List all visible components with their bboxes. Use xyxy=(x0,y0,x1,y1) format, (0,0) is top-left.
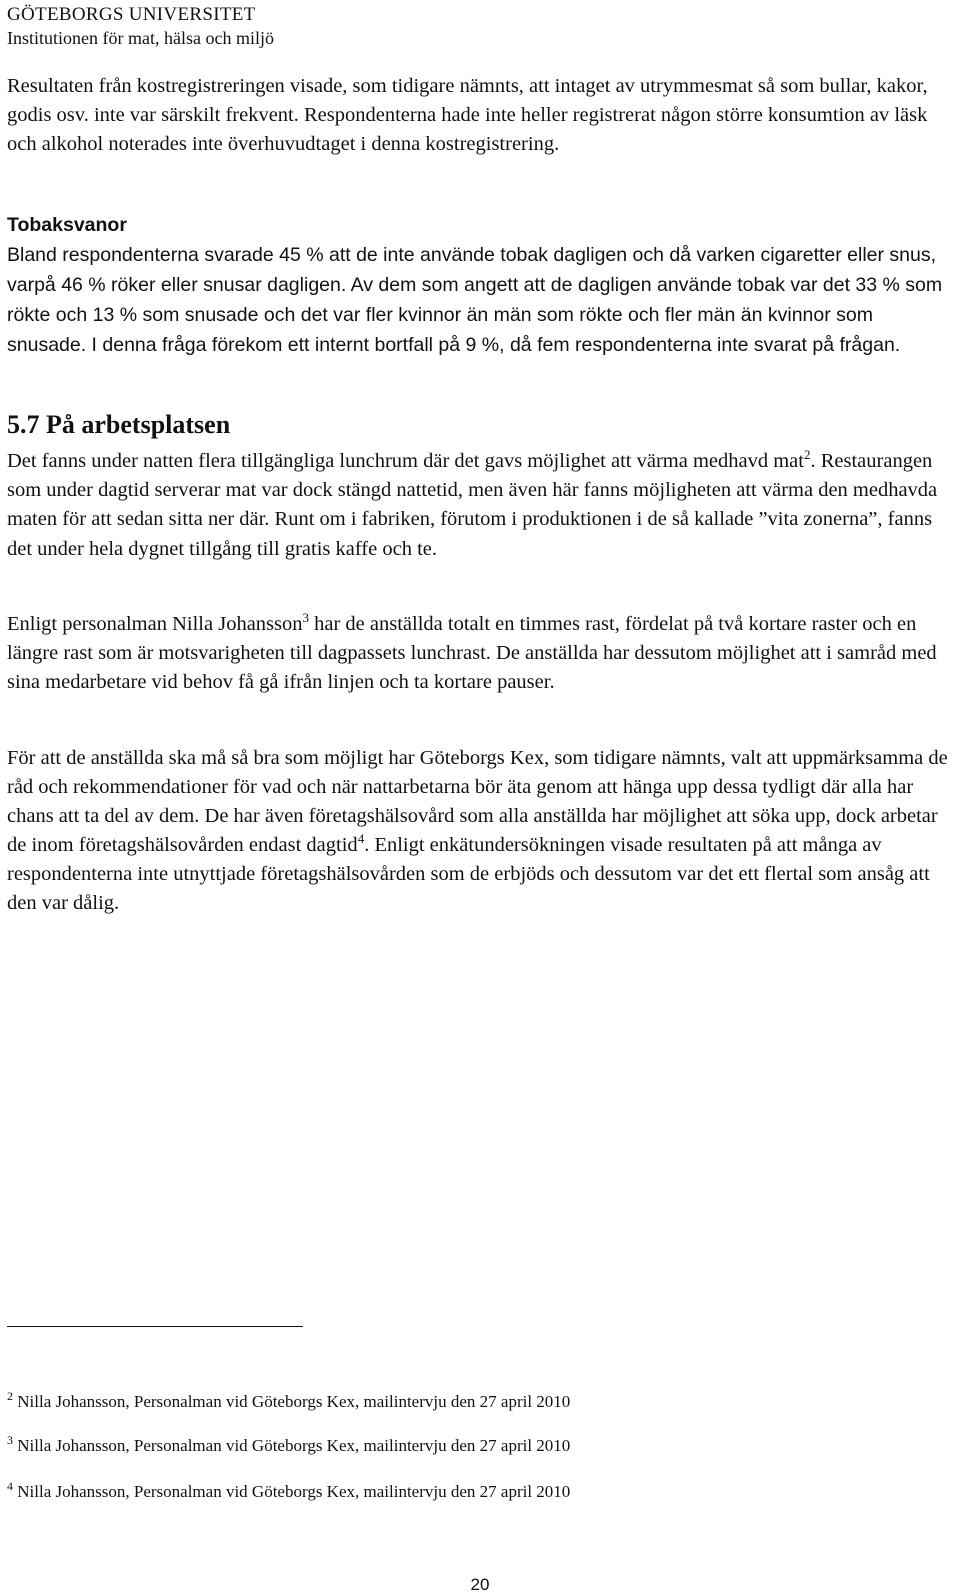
tobacco-heading: Tobaksvanor xyxy=(7,214,127,236)
footnote-text: Nilla Johansson, Personalman vid Göteborgs Kex, mailintervju den 27 april 2010 xyxy=(17,1436,571,1455)
section-heading: 5.7 På arbetsplatsen xyxy=(7,410,231,439)
section-paragraph-3 xyxy=(7,744,955,917)
page-number: 20 xyxy=(470,1575,490,1594)
intro-paragraph xyxy=(7,72,955,160)
tobacco-section xyxy=(7,210,955,360)
footnote-4 xyxy=(7,1479,947,1502)
footnote-number: 2 xyxy=(7,1389,13,1403)
header-university: GÖTEBORGS UNIVERSITET xyxy=(7,4,256,25)
section-p2-text-b: har de anställda totalt en timmes rast, fördelat på två kortare raster och en längre rast som är motsvarigheten till dagpassets lunchrast. De anställda har dessutom möjlighet att i samråd med sina medarbetare vid behov få gå ifrån linjen och ta kortare pauser. xyxy=(7,613,937,693)
section-paragraph-1 xyxy=(7,447,955,564)
footnote-text: Nilla Johansson, Personalman vid Göteborgs Kex, mailintervju den 27 april 2010 xyxy=(17,1392,571,1411)
footnote-number: 4 xyxy=(7,1479,13,1493)
footnote-ref-3: 3 xyxy=(302,610,309,625)
section-paragraph-2 xyxy=(7,610,955,697)
footnote-number: 3 xyxy=(7,1433,13,1447)
tobacco-paragraph: Bland respondenterna svarade 45 % att de inte använde tobak dagligen och då varken cigaretter eller snus, varpå 46 % röker eller snusar dagligen. Av dem som angett att de dagligen använde tobak var det 33 % som rökte och 13 % som snusade och det var fler kvinnor än män som rökte och fler män än kvinnor som snusade. I denna fråga förekom ett internt bortfall på 9 %, då fem respondenterna inte svarat på frågan. xyxy=(7,244,943,356)
section-p1-text-b: . Restaurangen som under dagtid serverar mat var dock stängd nattetid, men även här fanns möjligheten att värma den medhavda maten för att sedan sitta ner där. Runt om i fabriken, förutom i produktionen i de så kallade ”vita zonerna”, fanns det under hela dygnet tillgång till gratis kaffe och te. xyxy=(7,450,938,560)
footnote-3 xyxy=(7,1433,947,1456)
footnote-ref-2: 2 xyxy=(803,447,811,462)
section-p2-text-a: Enligt personalman Nilla Johansson xyxy=(7,613,303,635)
footnote-separator xyxy=(7,1326,303,1327)
footnote-text: Nilla Johansson, Personalman vid Göteborgs Kex, mailintervju den 27 april 2010 xyxy=(17,1482,571,1501)
footnote-2 xyxy=(7,1389,947,1412)
intro-paragraph-text: Resultaten från kostregistreringen visade, som tidigare nämnts, att intaget av utrymmesmat så som bullar, kakor, godis osv. inte var särskilt frekvent. Respondenterna hade inte heller registrerat någon större konsumtion av läsk och alkohol noterades inte överhuvudtaget i denna kostregistrering. xyxy=(7,75,928,156)
section-p3-text-b: . Enligt enkätundersökningen visade resultaten på att många av respondenterna inte utnyttjade företagshälsovården som de erbjöds och dessutom var det ett flertal som ansåg att den var dålig. xyxy=(7,833,930,914)
header-department: Institutionen för mat, hälsa och miljö xyxy=(7,28,274,48)
footnote-ref-4: 4 xyxy=(357,830,365,846)
section-p1-text-a: Det fanns under natten flera tillgängliga lunchrum där det gavs möjlighet att värma medhavd mat xyxy=(7,450,804,472)
section-p3-text-a: För att de anställda ska må så bra som möjligt har Göteborgs Kex, som tidigare nämnts, valt att uppmärksamma de råd och rekommendationer för vad och när nattarbetarna bör äta genom att hänga upp dessa tydligt där alla har chans att ta del av dem. De har även företagshälsovård som alla anställda har möjlighet att söka upp, dock arbetar de inom företagshälsovården endast dagtid xyxy=(7,747,948,856)
